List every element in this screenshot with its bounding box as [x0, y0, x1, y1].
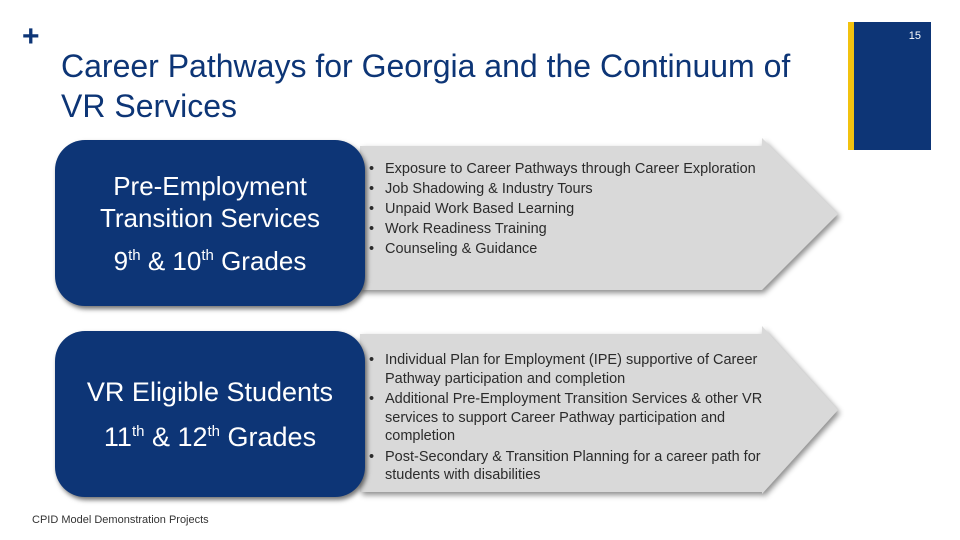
box-1-line-2: Transition Services [99, 202, 321, 233]
bullet-item: • Job Shadowing & Industry Tours [368, 180, 768, 198]
bullet-item: • Unpaid Work Based Learning [368, 200, 768, 218]
grade-a-sup: th [128, 246, 141, 264]
box-pre-employment [55, 140, 365, 306]
grade-b-sup: th [201, 246, 214, 264]
bullet-item: • Additional Pre-Employment Transition Services & other VR services to support Career Pathway participation and completion [368, 390, 788, 446]
grade-b: 12 [177, 421, 208, 452]
footer-text: CPID Model Demonstration Projects [32, 514, 209, 526]
grade-suffix: Grades [213, 245, 307, 276]
grade-suffix: Grades [220, 421, 317, 452]
bullet-item: • Post-Secondary & Transition Planning for a career path for students with disabilities [368, 448, 788, 485]
box-1-grades [114, 246, 307, 277]
box-2-grades [104, 422, 316, 453]
box-1-line-1: Pre-Employment [113, 170, 307, 201]
grade-a: 9 [113, 245, 129, 276]
box-2-line-1: VR Eligible Students [86, 376, 334, 407]
grade-mid: & [144, 421, 178, 452]
grade-b-sup: th [207, 422, 221, 440]
grade-b: 10 [172, 245, 202, 276]
bullet-item: • Individual Plan for Employment (IPE) supportive of Career Pathway participation and completion [368, 351, 788, 388]
grade-a: 11 [103, 421, 132, 452]
box-vr-eligible [55, 331, 365, 497]
plus-icon: + [22, 20, 40, 53]
grade-a-sup: th [131, 422, 145, 440]
bullet-item: • Exposure to Career Pathways through Career Exploration [368, 160, 768, 178]
grade-mid: & [140, 245, 173, 276]
slide-title: Career Pathways for Georgia and the Continuum of VR Services [61, 48, 791, 124]
bullet-item: • Counseling & Guidance [368, 240, 768, 258]
bullet-list-2 [368, 351, 788, 487]
page-number: 15 [908, 30, 921, 42]
bullet-item: • Work Readiness Training [368, 220, 768, 238]
bullet-list-1 [368, 160, 768, 260]
